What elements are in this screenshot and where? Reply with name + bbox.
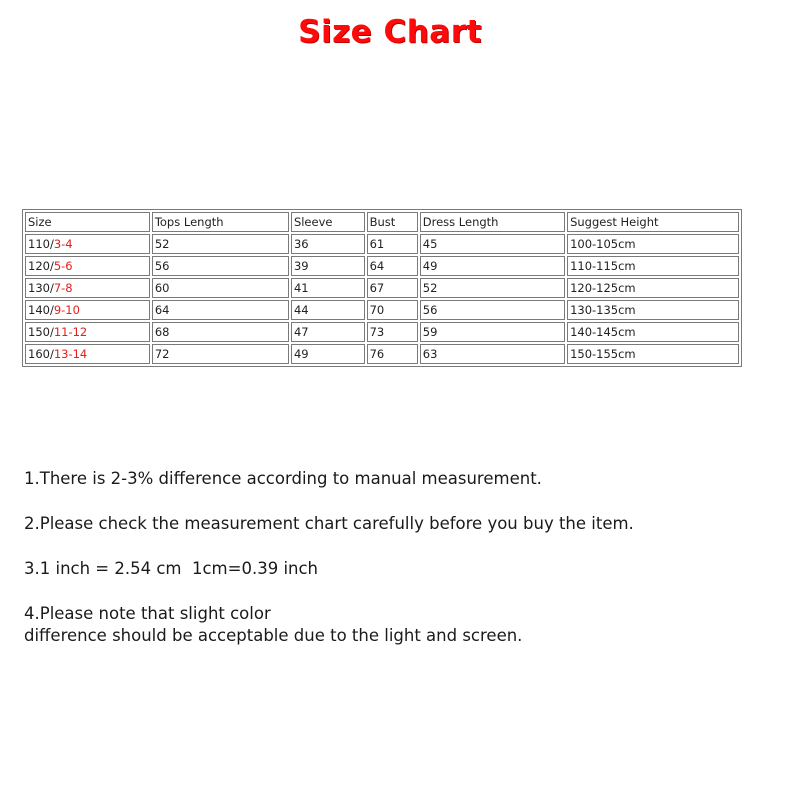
note-measurement-difference: 1.There is 2-3% difference according to manual measurement.: [24, 469, 542, 488]
size-age: 7-8: [53, 281, 73, 295]
cell-tops-length: 64: [152, 300, 289, 320]
cell-size: [25, 344, 150, 364]
cell-sleeve: 36: [291, 234, 365, 254]
cell-sleeve: 49: [291, 344, 365, 364]
note-color-difference-line2: difference should be acceptable due to the light and screen.: [24, 626, 523, 645]
cell-tops-length: 56: [152, 256, 289, 276]
note-unit-conversion-text: 3.1 inch = 2.54 cm 1cm=0.39 inch: [24, 559, 319, 578]
cell-tops-length: 68: [152, 322, 289, 342]
size-cm: 120/: [28, 259, 54, 273]
header-size: Size: [25, 212, 150, 232]
cell-dress-length: 56: [420, 300, 565, 320]
cell-tops-length: 52: [152, 234, 289, 254]
cell-suggest-height: 150-155cm: [567, 344, 739, 364]
size-cm: 160/: [28, 347, 54, 361]
cell-bust: 73: [367, 322, 418, 342]
size-cm: 150/: [28, 325, 54, 339]
size-age: 11-12: [53, 325, 88, 339]
size-cm: 110/: [28, 237, 54, 251]
cell-dress-length: 49: [420, 256, 565, 276]
table-row: [25, 344, 739, 364]
cell-sleeve: 47: [291, 322, 365, 342]
size-table-container: [22, 209, 742, 367]
cell-sleeve: 41: [291, 278, 365, 298]
cell-suggest-height: 110-115cm: [567, 256, 739, 276]
size-age: 9-10: [53, 303, 80, 317]
note-unit-conversion: [24, 558, 784, 580]
cell-tops-length: 72: [152, 344, 289, 364]
header-suggest-height: Suggest Height: [567, 212, 739, 232]
cell-sleeve: 39: [291, 256, 365, 276]
cell-dress-length: 63: [420, 344, 565, 364]
note-color-difference: [24, 603, 784, 647]
cell-suggest-height: 130-135cm: [567, 300, 739, 320]
table-row: [25, 300, 739, 320]
header-sleeve: Sleeve: [291, 212, 365, 232]
cell-size: [25, 278, 150, 298]
table-row: [25, 256, 739, 276]
cell-dress-length: 59: [420, 322, 565, 342]
note-check-chart: 2.Please check the measurement chart carefully before you buy the item.: [24, 514, 634, 533]
size-table: [22, 209, 742, 367]
page-title: Size Chart: [298, 14, 482, 50]
cell-dress-length: 45: [420, 234, 565, 254]
header-bust: Bust: [367, 212, 418, 232]
cell-suggest-height: 100-105cm: [567, 234, 739, 254]
cell-suggest-height: 120-125cm: [567, 278, 739, 298]
cell-bust: 67: [367, 278, 418, 298]
size-age: 3-4: [53, 237, 73, 251]
cell-size: [25, 322, 150, 342]
cell-tops-length: 60: [152, 278, 289, 298]
cell-dress-length: 52: [420, 278, 565, 298]
table-row: [25, 278, 739, 298]
table-row: [25, 322, 739, 342]
size-cm: 140/: [28, 303, 54, 317]
note-color-difference-line1: 4.Please note that slight color: [24, 604, 271, 623]
table-header-row: [25, 212, 739, 232]
cell-suggest-height: 140-145cm: [567, 322, 739, 342]
size-age: 13-14: [53, 347, 88, 361]
header-tops-length: Tops Length: [152, 212, 289, 232]
notes-section: [24, 468, 784, 670]
header-dress-length: Dress Length: [420, 212, 565, 232]
cell-bust: 61: [367, 234, 418, 254]
cell-bust: 64: [367, 256, 418, 276]
table-row: [25, 234, 739, 254]
cell-size: [25, 256, 150, 276]
cell-sleeve: 44: [291, 300, 365, 320]
size-cm: 130/: [28, 281, 54, 295]
cell-size: [25, 300, 150, 320]
size-age: 5-6: [53, 259, 73, 273]
cell-bust: 70: [367, 300, 418, 320]
cell-size: [25, 234, 150, 254]
cell-bust: 76: [367, 344, 418, 364]
